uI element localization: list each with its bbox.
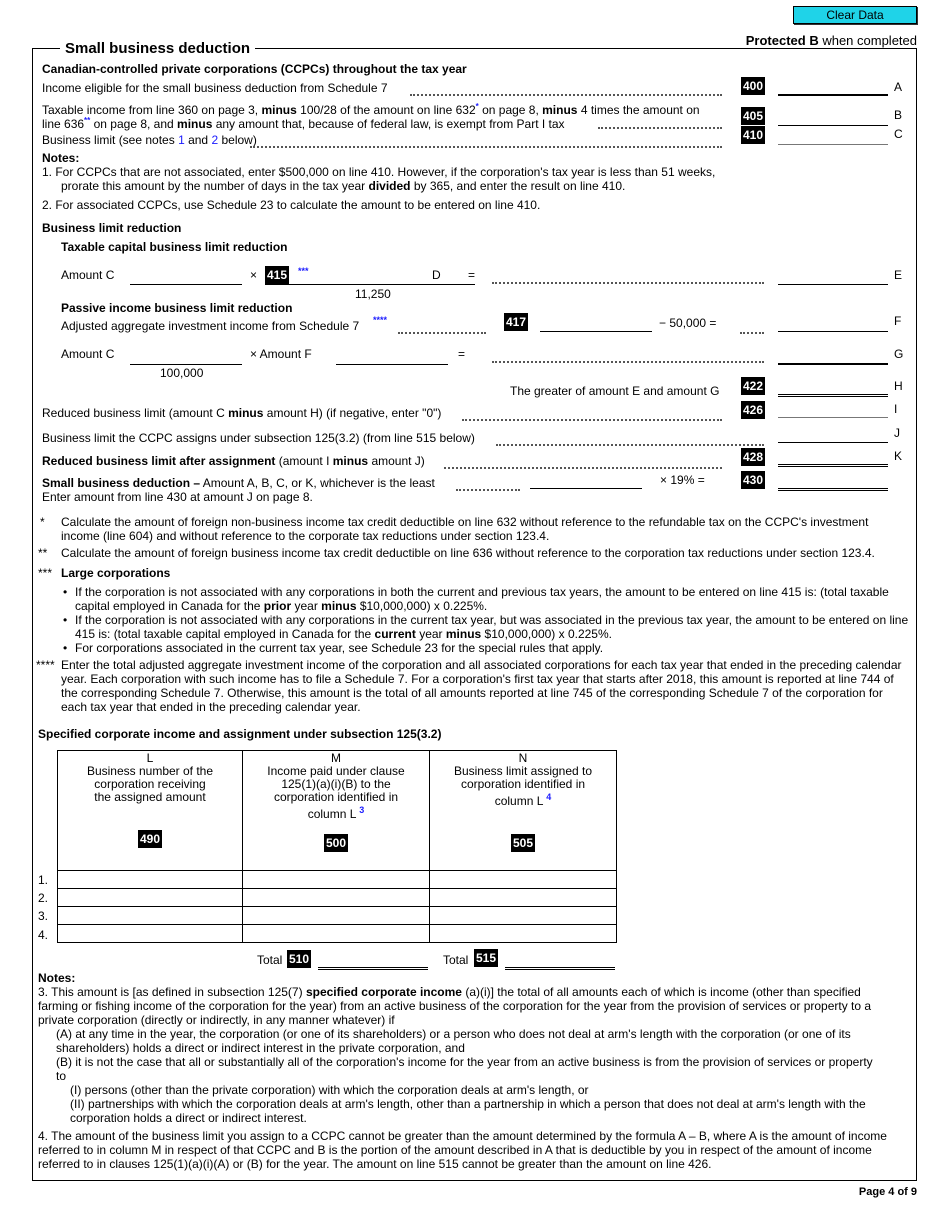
line-405-input[interactable] [778, 111, 888, 126]
cell-m-input[interactable] [243, 889, 430, 907]
cell-n-input[interactable] [430, 907, 617, 925]
text: any amount that, because of federal law, is exempt from Part I tax [212, 117, 565, 131]
footnote-1: Calculate the amount of foreign non-business income tax credit deductible on line 632 without reference to the refundable tax on the CCPC's investment income (line 604) and without reference to the corporate tax reductions under section 123.4. [61, 515, 869, 543]
note-ref-4[interactable]: 4 [546, 792, 552, 802]
line-k-label [42, 454, 425, 468]
text: minus [445, 627, 482, 641]
text: minus [261, 103, 297, 117]
dot-leader [398, 331, 486, 334]
amount-c-input-g[interactable] [130, 350, 242, 365]
amount-c-label: Amount C [61, 268, 115, 282]
note-ref-3[interactable]: 3 [359, 805, 365, 815]
col-letter: M [331, 751, 341, 765]
dot-leader [444, 466, 722, 469]
text: 100/28 of the amount on line 632 [296, 103, 476, 117]
table-row [58, 907, 617, 925]
text: Taxable income from line 360 on page 3, [42, 103, 262, 117]
text: prorate this amount by the number of days in the tax year [61, 179, 369, 193]
footnote-mark: **** [36, 658, 55, 672]
note-3-b: (B) it is not the case that all or substantially all of the corporation's income for the year from an active business is from the provision of services or property to [56, 1055, 873, 1083]
equals-sign: = [458, 347, 466, 361]
bullet: • [63, 641, 68, 655]
text: and [184, 133, 212, 147]
table-row [58, 871, 617, 889]
row-number: 3. [38, 909, 49, 923]
letter-g: G [894, 347, 904, 361]
line-430-input[interactable] [778, 474, 888, 491]
line-426-input[interactable] [778, 403, 888, 418]
dot-leader [598, 126, 722, 129]
blr-heading: Business limit reduction [42, 221, 182, 235]
line-c-label [42, 133, 257, 147]
code-417: 417 [506, 315, 527, 329]
text: by 365, and enter the result on line 410. [410, 179, 626, 193]
line-422-input[interactable] [778, 380, 888, 397]
amount-j-input[interactable] [778, 428, 888, 443]
column-header-m [243, 751, 430, 871]
text: $10,000,000) x 0.225%. [481, 627, 612, 641]
note-3-ii: (II) partnerships with which the corporation deals at arm's length, other than a partnership in which a person that does not deal at arm's length with the corporation holds a direct or indirect interest. [70, 1097, 866, 1125]
dot-leader [496, 443, 764, 446]
total-510-input[interactable] [318, 953, 428, 970]
amount-c-input[interactable] [130, 270, 242, 285]
text: minus [332, 454, 369, 468]
assignment-table [57, 750, 617, 943]
text: minus [542, 103, 578, 117]
frame-left [32, 48, 33, 1180]
cell-n-input[interactable] [430, 871, 617, 889]
amount-f-input[interactable] [778, 317, 888, 332]
table-row [58, 889, 617, 907]
frame-right [916, 48, 917, 1180]
line-430-sub: Enter amount from line 430 at amount J on page 8. [42, 490, 313, 504]
dot-leader [250, 145, 722, 148]
cell-l-input[interactable] [58, 889, 243, 907]
line-i-label [42, 406, 441, 420]
cell-m-input[interactable] [243, 907, 430, 925]
letter-a: A [894, 80, 903, 94]
code-510: 510 [289, 952, 310, 966]
note-3 [38, 985, 883, 1027]
text: amount J) [368, 454, 425, 468]
code-426: 426 [743, 403, 764, 417]
letter-f: F [894, 314, 902, 328]
footnote-mark: * [40, 515, 45, 529]
code-415: 415 [267, 268, 288, 282]
row-number: 4. [38, 928, 49, 942]
amount-f-input-g[interactable] [336, 350, 448, 365]
text: below) [218, 133, 257, 147]
cell-n-input[interactable] [430, 889, 617, 907]
text: year [415, 627, 446, 641]
page-number: Page 4 of 9 [858, 1186, 917, 1198]
least-amount-input[interactable] [530, 474, 642, 489]
code-490: 490 [139, 832, 161, 846]
bullet-1 [75, 585, 910, 613]
col-label: Business number of the corporation receiving the assigned amount [86, 764, 214, 804]
code-428: 428 [743, 450, 764, 464]
column-header-n [430, 751, 617, 871]
note-ref-2[interactable]: 2 [211, 133, 219, 147]
row-number: 2. [38, 891, 49, 905]
note-3-i: (I) persons (other than the private corporation) with which the corporation deals at arm's length, or [70, 1083, 589, 1097]
dot-leader [410, 93, 722, 96]
text: line 636 [42, 117, 85, 131]
letter-e: E [894, 268, 903, 282]
footnote-mark: *** [38, 566, 53, 580]
protected-b-rest: when completed [818, 33, 917, 48]
line-415-input[interactable] [320, 270, 420, 284]
col-letter: L [146, 751, 154, 765]
note-4: 4. The amount of the business limit you assign to a CCPC cannot be greater than the amount determined by the formula A – B, where A is the amount of income referred to in column M in respect of that CCPC and B is the portion of the amount described in A that is deductible by you in respect of the amount of income referred to in clauses 125(1)(a)(i)(A) or (B) for the year. The amount on line 515 cannot be greater than the amount on line 426. [38, 1129, 887, 1171]
text: Reduced business limit after assignment [42, 454, 276, 468]
footnote-ref[interactable]: ** [84, 116, 91, 125]
letter-b: B [894, 108, 903, 122]
note-2: 2. For associated CCPCs, use Schedule 23 to calculate the amount to be entered on line 410. [42, 198, 541, 212]
line-410-input[interactable] [778, 130, 888, 145]
note-1-cont [61, 179, 625, 193]
amount-e-input[interactable] [778, 270, 888, 285]
text: amount H) (if negative, enter "0") [263, 406, 442, 420]
text: (a)(i)] the total of all amounts each of which is income (other than specified farming or fishing income of the corporation for the year) from an active business of the corporation for the year from the provision of services or property to a private corporation (directly or indirectly, in any manner whatever) if [38, 985, 872, 1027]
cell-l-input[interactable] [58, 907, 243, 925]
line-430-label [42, 476, 435, 490]
code-430: 430 [743, 473, 764, 487]
text: Amount A, B, C, or K, whichever is the least [200, 476, 435, 490]
footnote-ref[interactable]: * [475, 102, 479, 111]
footnote-ref[interactable]: **** [373, 315, 388, 325]
line-428-input[interactable] [778, 450, 888, 467]
footnote-mark: ** [38, 546, 48, 560]
amount-g-input[interactable] [778, 349, 888, 365]
text: If the corporation is not associated with any corporations in the current tax year, but was associated in the previous tax year, the amount to be entered on line 415 is: (total taxable capital employed in Canada for the [75, 613, 909, 641]
text: specified corporate income [305, 985, 462, 999]
bullet: • [63, 613, 68, 627]
dot-leader [456, 488, 520, 491]
dot-leader [492, 360, 764, 363]
code-505: 505 [512, 836, 534, 850]
letter-h: H [894, 379, 903, 393]
text: prior [263, 599, 292, 613]
text: minus [228, 406, 264, 420]
notes-heading: Notes: [42, 151, 80, 165]
denominator-100000: 100,000 [160, 366, 204, 380]
times-sign: × [250, 268, 258, 282]
line-417-input[interactable] [540, 317, 652, 332]
footnote-2: Calculate the amount of foreign business income tax credit deductible on line 636 without reference to the corporation tax reductions under section 123.4. [61, 546, 875, 560]
line-j-label: Business limit the CCPC assigns under subsection 125(3.2) (from line 515 below) [42, 431, 475, 445]
cell-m-input[interactable] [243, 871, 430, 889]
text: divided [368, 179, 411, 193]
column-header-l [58, 751, 243, 871]
text: Reduced business limit (amount C [42, 406, 229, 420]
line-f-label: Adjusted aggregate investment income from Schedule 7 [61, 319, 360, 333]
code-405: 405 [743, 109, 764, 123]
footnote-ref[interactable]: *** [298, 266, 309, 276]
assign-heading: Specified corporate income and assignment under subsection 125(3.2) [38, 727, 442, 741]
ccpc-heading: Canadian-controlled private corporations (CCPCs) throughout the tax year [42, 62, 467, 76]
footnote-4: Enter the total adjusted aggregate investment income of the corporation and all associated corporations for each tax year that ended in the preceding calendar year. Each corporation with such income has to file a Schedule 7. For a corporation's first tax year that starts after 2018, this amount is reported at line 744 of the corresponding Schedule 7. Otherwise, this amount is the total of all amounts reported at line 745 of the corresponding Schedule 7 of the corporation for each tax year that ended in the preceding calendar year. [61, 658, 902, 714]
cell-l-input[interactable] [58, 925, 243, 943]
table-row [58, 925, 617, 943]
total-515-input[interactable] [505, 953, 615, 970]
pibl-heading: Passive income business limit reduction [61, 301, 293, 315]
text: (amount I [275, 454, 333, 468]
row-number: 1. [38, 873, 49, 887]
text: minus [177, 117, 213, 131]
line-b-label-2 [42, 114, 565, 131]
letter-j: J [894, 426, 900, 440]
tcblr-heading: Taxable capital business limit reduction [61, 240, 288, 254]
d-label: D [432, 268, 441, 282]
code-400: 400 [743, 79, 764, 93]
frame-bottom [32, 1180, 917, 1181]
text: year [291, 599, 322, 613]
text: on page 8, and [90, 117, 178, 131]
times-amount-f: × Amount F [250, 347, 312, 361]
minus-50000: − 50,000 = [659, 316, 717, 330]
text: minus [321, 599, 357, 613]
code-515: 515 [476, 951, 497, 965]
amount-c-label: Amount C [61, 347, 115, 361]
section-title: Small business deduction [60, 40, 255, 58]
notes-heading: Notes: [38, 971, 76, 985]
col-label: Business limit assigned to corporation identified in column L [453, 764, 593, 808]
rate-19-percent: × 19% = [660, 473, 705, 487]
text: Business limit (see notes [42, 133, 179, 147]
col-letter: N [518, 751, 528, 765]
text: 4 times the amount on [577, 103, 700, 117]
line-h-label: The greater of amount E and amount G [510, 384, 720, 398]
footnote-3-heading: Large corporations [61, 566, 171, 580]
dot-leader [492, 281, 764, 284]
text: on page 8, [478, 103, 543, 117]
cell-n-input[interactable] [430, 925, 617, 943]
letter-i: I [894, 402, 898, 416]
bullet-2 [75, 613, 910, 641]
note-1: 1. For CCPCs that are not associated, enter $500,000 on line 410. However, if the corporation's tax year is less than 51 weeks, [42, 165, 716, 179]
line-a-label: Income eligible for the small business deduction from Schedule 7 [42, 81, 388, 95]
clear-data-button[interactable]: Clear Data [793, 6, 917, 24]
letter-c: C [894, 127, 903, 141]
dot-leader [740, 331, 764, 334]
protected-b-label [746, 34, 917, 48]
dot-leader [462, 418, 722, 421]
bullet-3: For corporations associated in the current tax year, see Schedule 23 for the special rules that apply. [75, 641, 604, 655]
note-3-a: (A) at any time in the year, the corporation (or one of its shareholders) or a person who does not deal at arm's length with the corporation (or one of its shareholders) holds a direct or indirect interest in the private corporation, and [56, 1027, 851, 1055]
cell-m-input[interactable] [243, 925, 430, 943]
note-ref-1[interactable]: 1 [178, 133, 185, 147]
code-422: 422 [743, 379, 764, 393]
text: $10,000,000) x 0.225%. [356, 599, 488, 613]
total-label: Total [443, 953, 469, 967]
code-410: 410 [743, 128, 764, 142]
text: current [374, 627, 416, 641]
total-label: Total [257, 953, 283, 967]
letter-k: K [894, 449, 903, 463]
text: 3. This amount is [as defined in subsection 125(7) [38, 985, 306, 999]
code-500: 500 [325, 836, 347, 850]
line-400-input[interactable] [778, 80, 888, 96]
bullet: • [63, 585, 68, 599]
col-label: Income paid under clause 125(1)(a)(i)(B) to the corporation identified in column L [267, 764, 405, 821]
text: Small business deduction – [42, 476, 201, 490]
equals-sign: = [468, 268, 476, 282]
denominator-11250: 11,250 [355, 287, 391, 301]
fraction-bar [265, 284, 475, 285]
protected-b-bold: Protected B [745, 33, 819, 48]
cell-l-input[interactable] [58, 871, 243, 889]
text: If the corporation is not associated with any corporations in both the current and previous tax years, the amount to be entered on line 415 is: (total taxable capital employed in Canada for the [75, 585, 889, 613]
